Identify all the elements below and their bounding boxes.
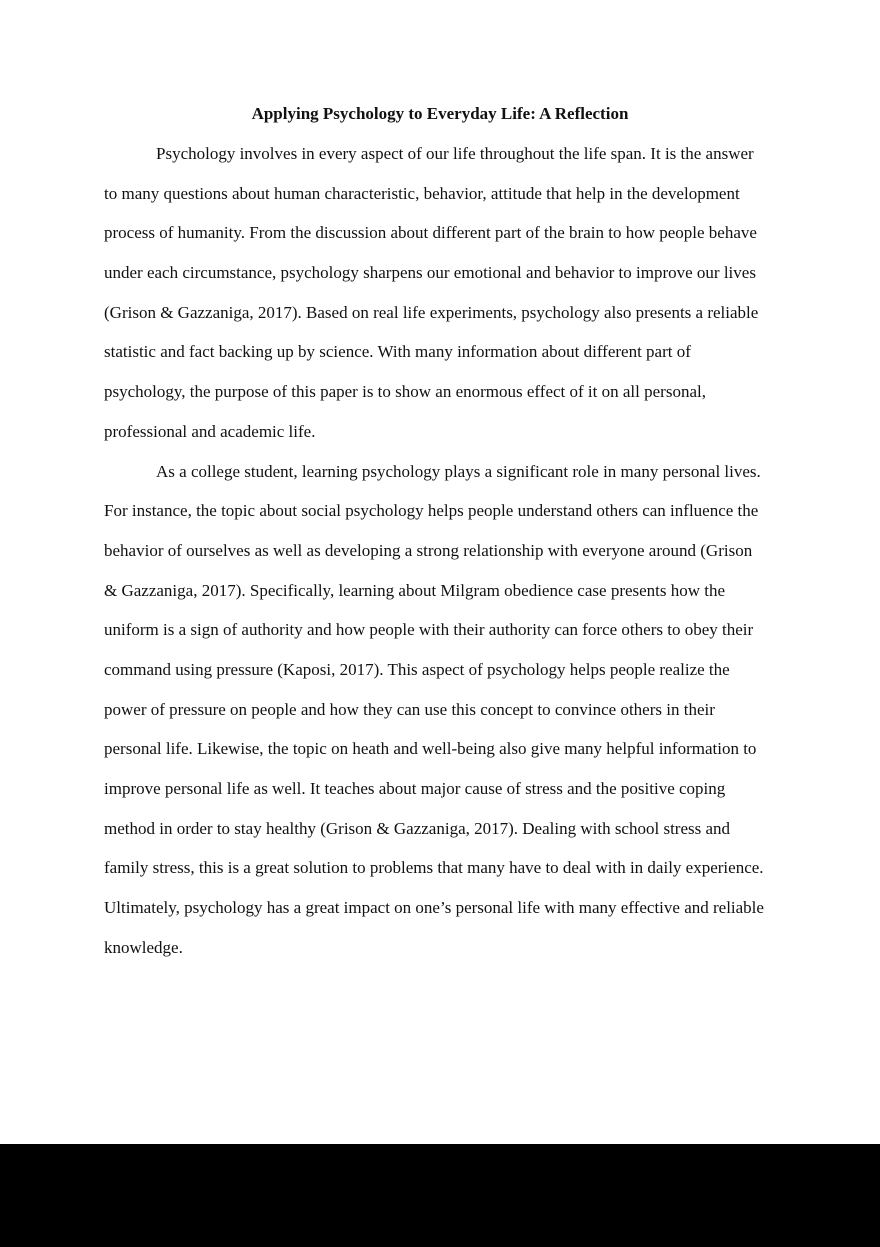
paragraph-line: Ultimately, psychology has a great impact on one’s personal life with many effective and reliable: [104, 898, 764, 918]
document-body: [104, 142, 794, 975]
paragraph-line: under each circumstance, psychology sharpens our emotional and behavior to improve our lives: [104, 263, 756, 283]
paragraph-line: professional and academic life.: [104, 421, 316, 441]
paragraph-line: power of pressure on people and how they can use this concept to convince others in their: [104, 699, 715, 719]
paragraph-line: personal life. Likewise, the topic on heath and well-being also give many helpful information to: [104, 739, 757, 759]
bottom-black-band: [0, 1144, 880, 1247]
paragraph-line: behavior of ourselves as well as developing a strong relationship with everyone around (Grison: [104, 540, 753, 560]
paragraph-line: to many questions about human characteristic, behavior, attitude that help in the development: [104, 183, 740, 203]
document-title: Applying Psychology to Everyday Life: A Reflection: [251, 104, 629, 123]
paragraph-1: [104, 142, 794, 460]
paragraph-2: [104, 460, 794, 976]
paragraph-line: & Gazzaniga, 2017). Specifically, learning about Milgram obedience case presents how the: [104, 580, 726, 600]
paragraph-line: Psychology involves in every aspect of our life throughout the life span. It is the answer: [156, 144, 754, 163]
paragraph-line: As a college student, learning psychology plays a significant role in many personal lives.: [156, 461, 761, 481]
paragraph-line: For instance, the topic about social psychology helps people understand others can influence the: [104, 501, 759, 521]
paragraph-line: uniform is a sign of authority and how people with their authority can force others to obey their: [104, 620, 754, 640]
paragraph-line: command using pressure (Kaposi, 2017). This aspect of psychology helps people realize the: [104, 659, 730, 679]
paragraph-line: (Grison & Gazzaniga, 2017). Based on real life experiments, psychology also presents a reliable: [104, 302, 759, 322]
paragraph-line: process of humanity. From the discussion about different part of the brain to how people behave: [104, 223, 757, 243]
paragraph-line: psychology, the purpose of this paper is to show an enormous effect of it on all personal,: [104, 382, 706, 402]
paragraph-line: knowledge.: [104, 937, 183, 957]
paragraph-line: family stress, this is a great solution to problems that many have to deal with in daily experience.: [104, 858, 764, 878]
paragraph-line: improve personal life as well. It teaches about major cause of stress and the positive coping: [104, 779, 726, 798]
paragraph-line: method in order to stay healthy (Grison & Gazzaniga, 2017). Dealing with school stress and: [104, 818, 731, 838]
paragraph-line: statistic and fact backing up by science. With many information about different part of: [104, 342, 691, 362]
